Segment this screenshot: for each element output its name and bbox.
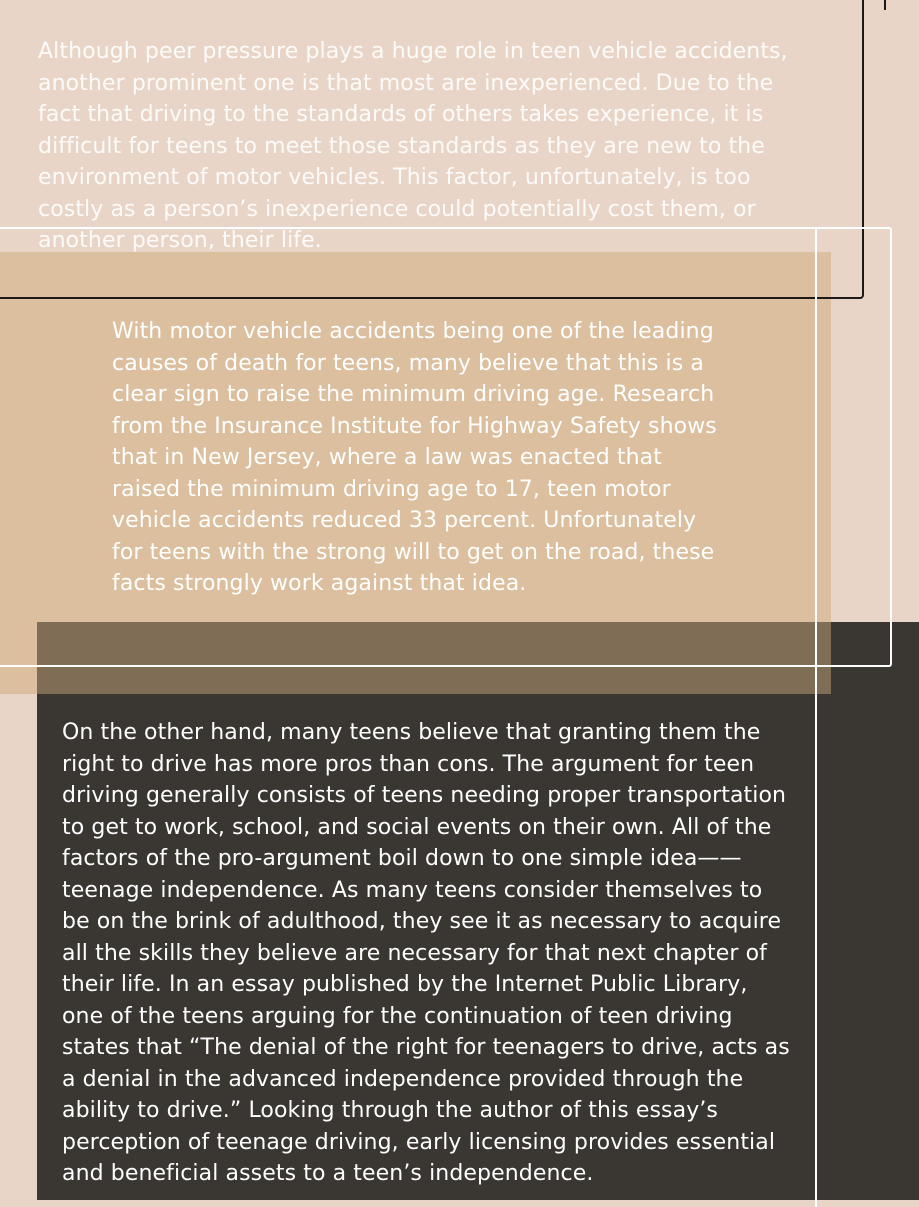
paragraph-independence: On the other hand, many teens believe that granting them the right to drive has more pros than cons. The argument for teen driving generally consists of teens needing proper transportation to get to work, school, and social events on their own. All of the factors of the pro-argument boil down to one simple idea——teenage independence. As many teens consider themselves to be on the brink of adulthood, they see it as necessary to acquire all the skills they believe are necessary for that next chapter of their life. In an essay published by the Internet Public Library, one of the teens arguing for the continuation of teen driving states that “The denial of the right for teenagers to drive, acts as a denial in the advanced independence provided through the ability to drive.” Looking through the author of this essay’s perception of teenage driving, early licensing provides essential and beneficial assets to a teen’s independence. xyxy=(62,720,790,1186)
black-vertical-rule xyxy=(884,0,886,10)
paragraph-inexperience: Although peer pressure plays a huge role in teen vehicle accidents, another prominent one is that most are inexperienced. Due to the fact that driving to the standards of others takes experience, it is difficult for teens to meet those standards as they are new to the environment of motor vehicles. This factor, unfortunately, is too costly as a person’s inexperience could potentially cost them, or another person, their life. xyxy=(38,39,788,253)
dark-corner-block xyxy=(831,622,919,694)
brown-overlap-block xyxy=(37,622,831,694)
paragraph-minimum-age: With motor vehicle accidents being one of the leading causes of death for teens, many believe that this is a clear sign to raise the minimum driving age. Research from the Insurance Institute for Highway Safety shows that in New Jersey, where a law was enacted that raised the minimum driving age to 17, teen motor vehicle accidents reduced 33 percent. Unfortunately for teens with the strong will to get on the road, these facts strongly work against that idea. xyxy=(112,319,717,596)
